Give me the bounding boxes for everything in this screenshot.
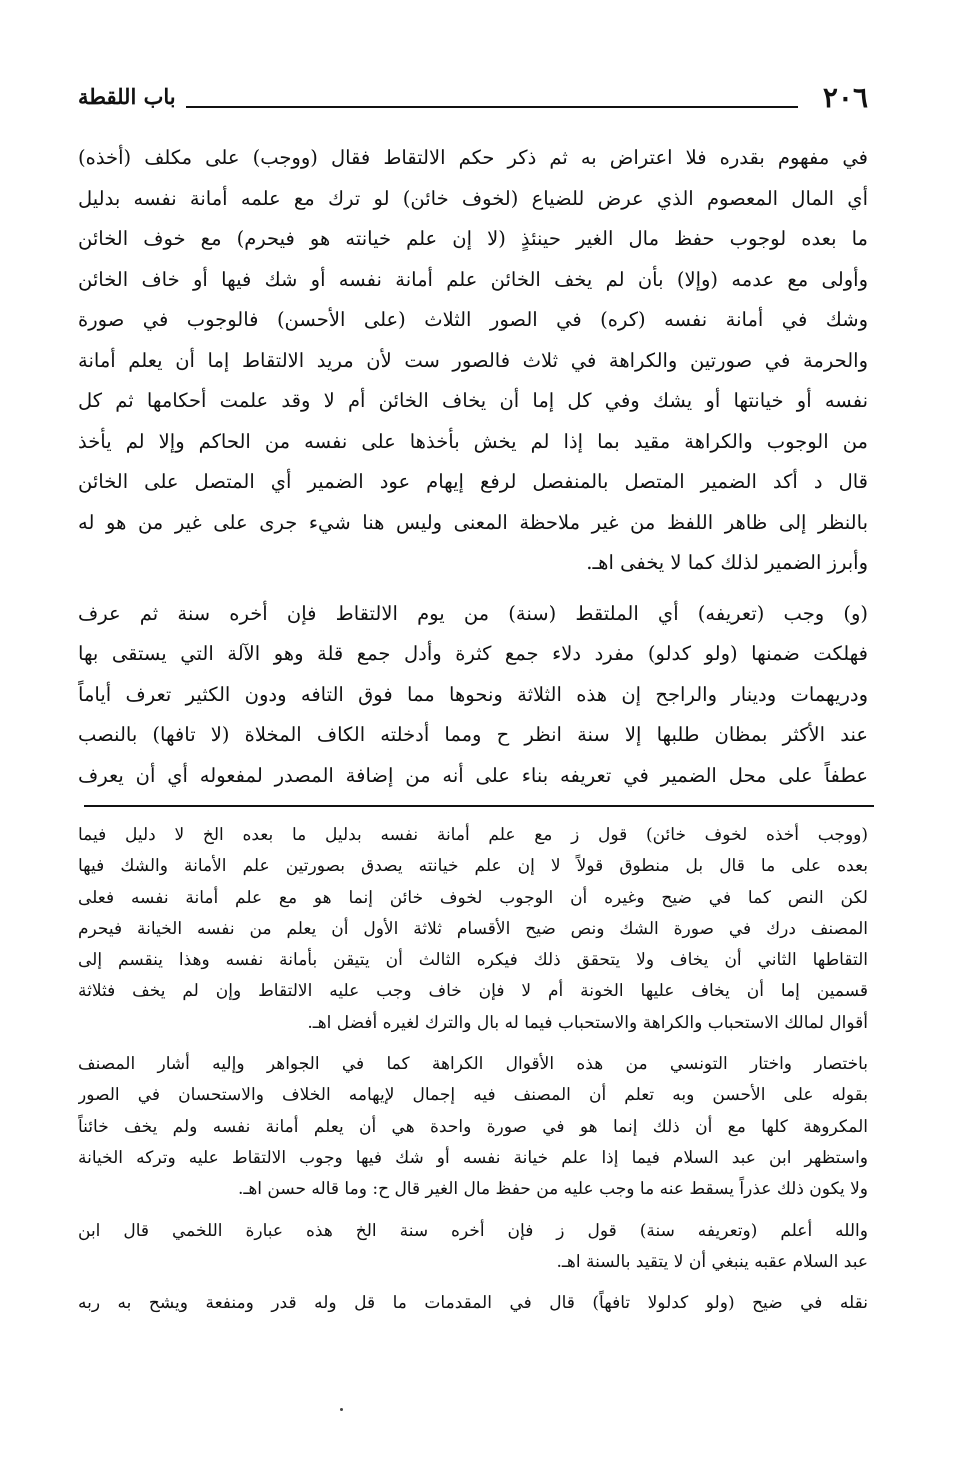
main-line: نفسه أو خيانتها أو يشك وفي كل إما أن يخاف الخائن أم لا وقد علمت أحكامها ثم كل	[78, 389, 868, 412]
page-number: ٢٠٦	[822, 81, 868, 114]
main-line: ما بعده لوجوب حفظ مال الغير حينئذٍ (لا إن علم خيانته هو فيحرم) مع خوف الخائن	[78, 227, 868, 250]
main-line: وأولى مع عدمه (وإلا) بأن لم يخف الخائن علم أمانة نفسه أو شك فيها أو خاف الخائن	[78, 267, 868, 291]
note-line: والله أعلم (وتعريفه سنة) قول ز فإن أخره سنة الخ هذه عبارة اللخمي قال ابن	[78, 1220, 868, 1241]
ink-speck	[340, 1408, 343, 1411]
main-line: من الوجوب والكراهة مقيد بما إذا لم يخش بأخذها على نفسه من الحاكم وإلا لم يأخذ	[78, 429, 868, 453]
note-line: لكن النص كما في ضيح وغيره أن الوجوب لخوف خائن إنما هو مع علم أمانة نفسه فعلى	[78, 887, 868, 908]
main-line: وأبرز الضمير لذلك كما لا يخفى اهـ.	[586, 551, 868, 574]
note-line: باختصار واختار التونسي من هذه الأقوال الكراهة كما في الجواهر وإليه أشار المصنف	[78, 1054, 868, 1075]
main-line: ودريهمات ودينار والراجح إن هذه الثلاثة ونحوها مما فوق التافه ودون الكثير تعرف أياماً	[78, 682, 868, 706]
note-line: بعده على ما قال بل منطوق قولاً لا إن علم خيانته يصدق بصورتين علم الأمانة والشك فيها	[78, 856, 868, 877]
main-line: والحرمة في صورتين والكراهة في ثلاث فالصور ست لأن مريد الالتقاط إما أن يعلم أمانة	[78, 348, 868, 372]
main-line: فهلكت ضمنها (ولو كدلو) مفرد دلاء جمع كثرة وأدل جمع قلة وهو الآلة التي يستقى بها	[78, 642, 868, 665]
running-header	[78, 78, 868, 118]
note-line: المكروهة كلها مع أن ذلك إنما هو في صورة واحدة هي أن يعلم أمانة نفسه ولم يخف خائناً	[78, 1116, 868, 1137]
note-line: المصنف درك في صورة الشك ونص ضيح الأقسام ثلاثة الأول أن يعلم من نفسه الخيانة فيحرم	[78, 918, 868, 939]
note-line: عبد السلام عقبه ينبغي أن لا يتقيد بالسنة اهـ.	[556, 1251, 868, 1272]
main-line: (و) وجب (تعريفه) أي الملتقط (سنة) من يوم الالتقاط فإن أخره سنة ثم عرف	[78, 601, 868, 625]
note-line: بقوله على الأحسن وبه تعلم أن المصنف فيه إجمال لإيهامه الخلاف والاستحسان في الصور	[78, 1085, 868, 1106]
footnote-separator	[84, 805, 874, 807]
main-line: أي المال المعصوم الذي عرض للضياع (لخوف خائن) لو ترك مع علمه أمانة نفسه بدليل	[78, 186, 868, 210]
main-text	[78, 138, 868, 796]
main-line: عند الأكثر بمظان طلبها إلا سنة انظر ح ومما أدخلته الكاف المخلاة (لا تافها) بالنصب	[78, 723, 868, 746]
note-line: ولا يكون ذلك عذراً يسقط عنه ما وجب عليه من حفظ مال الغير قال ح: وما قاله حسن اهـ.	[237, 1179, 868, 1200]
main-line: في مفهوم بقدره فلا اعتراض به ثم ذكر حكم الالتقاط فقال (ووجب) على مكلف (أخذه)	[78, 146, 868, 169]
note-line: واستظهر ابن عبد السلام فيما إذا علم خيانة نفسه أو شك فيها وجوب الالتقاط عليه وتركه الخيانة	[78, 1147, 868, 1168]
footnotes	[78, 820, 868, 1319]
note-line: التقاطها الثاني أن يخاف ولا يتحقق ذلك فيكره الثالث أن يتيقن بأمانة نفسه وهذا ينقسم إلى	[78, 950, 868, 971]
chapter-title: باب اللقطة	[78, 84, 176, 109]
note-line: أقوال لمالك الاستحباب والكراهة والاستحباب فيما له بال والترك لغيره أفضل اهـ.	[307, 1012, 868, 1033]
note-line: (ووجب أخذه لخوف خائن) قول ز مع علم أمانة نفسه بدليل ما بعده الخ لا دليل فيما	[78, 825, 868, 845]
main-line: بالنظر إلى ظاهر اللفظ من غير ملاحظة المعنى وليس هنا شيء جرى على غير من هو له	[78, 510, 868, 534]
note-line: نقله في ضيح (ولو كدلولا تافهاً) قال في المقدمات ما قل وله قدر ومنفعة ويشح به ربه	[78, 1293, 868, 1314]
main-line: قال د أكد الضمير المتصل بالمنفصل لرفع إيهام عود الضمير أي المتصل على الخائن	[78, 470, 868, 493]
main-line: عطفاً على محل الضمير في تعريفه بناء على أنه من إضافة المصدر لمفعوله أي أن يعرف	[78, 763, 868, 787]
main-line: وشك في أمانة نفسه (كره) في الصور الثلاث (على الأحسن) فالوجوب في صورة	[78, 308, 868, 331]
header-rule	[186, 106, 798, 108]
note-line: قسمين إما أن يخاف عليها الخونة أم لا فإن خاف وجب عليه الالتقاط وإن لم يخف فثلاثة	[78, 981, 868, 1002]
